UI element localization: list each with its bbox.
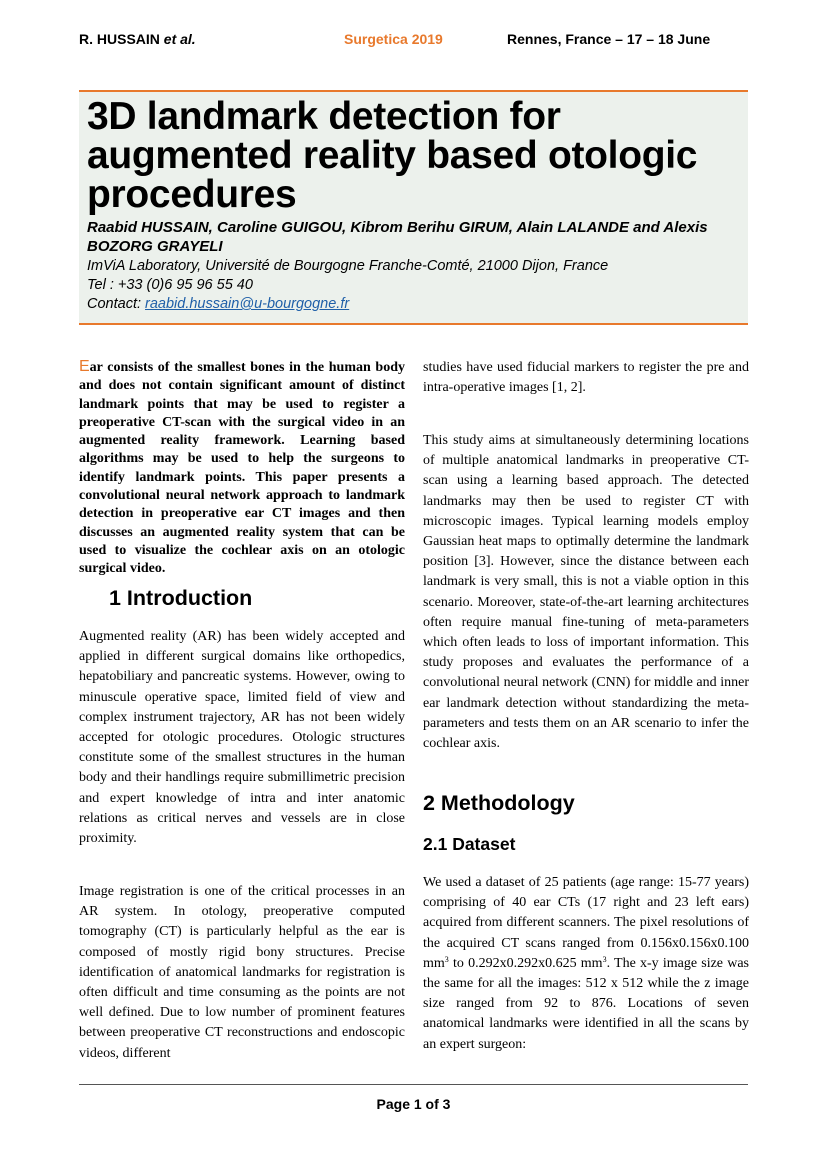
running-header-location: Rennes, France – 17 – 18 June — [507, 31, 711, 47]
footer-rule — [79, 1084, 748, 1085]
author-list: Raabid HUSSAIN, Caroline GUIGOU, Kibrom Berihu GIRUM, Alain LALANDE and Alexis BOZORG GRAYELI — [87, 219, 708, 255]
right-paragraph-1 — [423, 358, 749, 398]
paragraph-text: Image registration is one of the critical processes in an AR system. In otology, preoperative computed tomography (CT) is particularly helpful as the ear is composed of mostly rigid bony structures. Precise identification of anatomical landmarks for registration is often difficult and time consuming as the points are not well defined. Due to low number of prominent features between preoperative CT reconstructions and endoscopic videos, different — [79, 884, 405, 1061]
dataset-paragraph — [423, 873, 749, 1055]
paragraph-text: We used a dataset of 25 patients (age range: 15-77 years) comprising of 40 ear CTs (17 right and 23 left ears) acquired from different scanners. The pixel resolutions of the acquired CT scans ranged from 0.156x0.156x0.100 $mm^3$ to 0.292x0.292x0.625 $mm^3$. The x-y image size was the same for all the images: 512 x 512 while the z image size ranged from 92 to 876. Locations of seven anatomical landmarks were identified in all the scans by an expert surgeon: — [423, 875, 749, 1052]
subsection-heading-dataset: 2.1 Dataset — [423, 834, 516, 854]
intro-paragraph-2 — [79, 882, 405, 1064]
section-heading-introduction: 1 Introduction — [109, 586, 253, 610]
running-header-conference: Surgetica 2019 — [344, 31, 443, 47]
paragraph-text: studies have used fiducial markers to register the pre and intra-operative images [1, 2]. — [423, 360, 749, 396]
paragraph-text: Augmented reality (AR) has been widely accepted and applied in different surgical domains like orthopedics, hepatobiliary and pancreatic systems. However, owing to minuscule operative space, limited field of view and complex instrument trajectory, AR has not been widely accepted for otologic procedures. Otologic structures constitute some of the smallest structures in the human body and their handlings require submillimetric precision and expert knowledge of intra and inter anatomic relations as critical nerves and vessels are in close proximity. — [79, 629, 405, 847]
contact-email-link[interactable]: raabid.hussain@u-bourgogne.fr — [145, 296, 350, 312]
paragraph-text: This study aims at simultaneously determining locations of multiple anatomical landmarks in preoperative CT-scan using a learning based approach. The detected landmarks may then be used to register CT with microscopic images. Typical learning models employ Gaussian heat maps to optimally determine the landmark position [3]. However, since the distance between each landmark is very small, this is not a viable option in this scenario. Moreover, state-of-the-art learning architectures often require manual fine-tuning of meta-parameters which often leads to loss of important information. This study proposes and evaluates the performance of a convolutional neural network (CNN) for middle and inner ear landmark detection without standardizing the meta-parameters and tests them on an AR scenario to infer the cochlear axis. — [423, 433, 749, 752]
telephone: Tel : +33 (0)6 95 96 55 40 — [87, 277, 253, 293]
page-number: Page 1 of 3 — [376, 1096, 451, 1112]
intro-paragraph-1 — [79, 627, 405, 849]
contact-line — [87, 295, 737, 314]
contact-label: Contact: — [87, 296, 146, 312]
affiliation: ImViA Laboratory, Université de Bourgogne Franche-Comté, 21000 Dijon, France — [87, 258, 609, 274]
abstract-text: ar consists of the smallest bones in the human body and does not contain significant amount of distinct landmark points that may be used to register a preoperative CT-scan with the surgical video in an augmented reality framework. Learning based algorithms may be used to help the surgeons to identify landmark points. This paper presents a convolutional neural network approach to landmark detection in preoperative ear CT images and then discusses an augmented reality system that can be used to visualize the cochlear axis on an otologic surgical video. — [79, 360, 405, 577]
paper-title: 3D landmark detection for augmented reality based otologic procedures — [87, 95, 698, 216]
drop-cap: E — [79, 358, 90, 375]
right-paragraph-2 — [423, 431, 749, 754]
section-heading-methodology: 2 Methodology — [423, 791, 575, 815]
running-header-author: R. HUSSAIN et al. — [79, 31, 196, 47]
title-box — [79, 90, 748, 325]
abstract — [79, 358, 405, 579]
